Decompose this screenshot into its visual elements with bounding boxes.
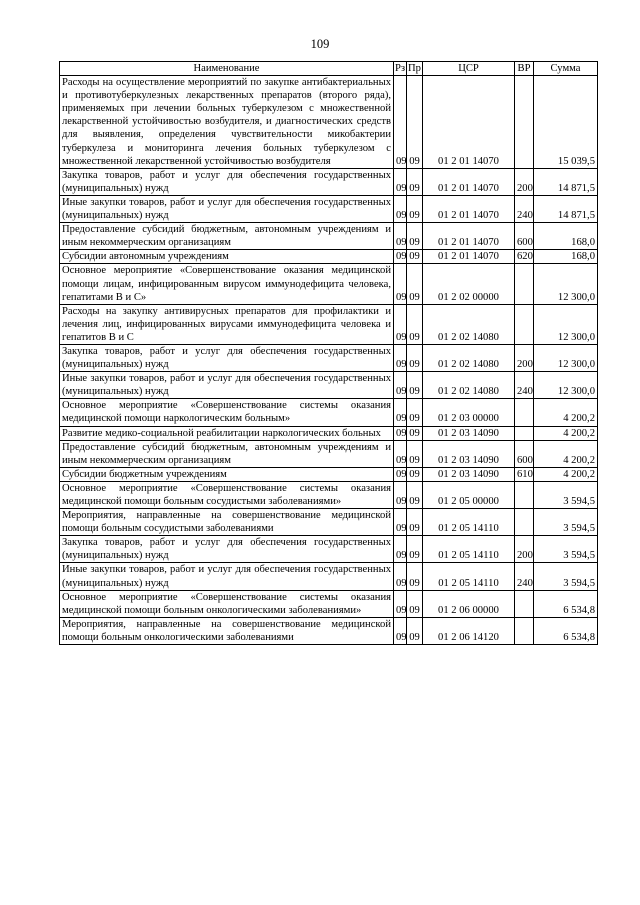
row-vr-cell: 200 — [515, 536, 534, 563]
row-rz-cell: 09 — [394, 264, 407, 304]
row-pr-cell: 09 — [407, 509, 423, 536]
row-vr-cell: 200 — [515, 168, 534, 195]
row-rz-cell: 09 — [394, 372, 407, 399]
row-name-cell: Закупка товаров, работ и услуг для обеспечения государственных (муниципальных) нужд — [60, 536, 394, 563]
row-name-cell: Развитие медико-социальной реабилитации наркологических больных — [60, 426, 394, 440]
table-row — [60, 563, 598, 590]
row-sum-cell: 3 594,5 — [534, 509, 598, 536]
row-rz-cell: 09 — [394, 467, 407, 481]
row-rz-cell: 09 — [394, 481, 407, 508]
row-rz-cell: 09 — [394, 440, 407, 467]
table-row — [60, 304, 598, 344]
row-vr-cell — [515, 590, 534, 617]
row-rz-cell: 09 — [394, 563, 407, 590]
row-rz-cell: 09 — [394, 195, 407, 222]
row-pr-cell: 09 — [407, 168, 423, 195]
budget-table — [59, 61, 598, 645]
row-name-cell: Основное мероприятие «Совершенствование оказания медицинской помощи лицам, инфицированным вирусом иммунодефицита человека, гепатитами В и С» — [60, 264, 394, 304]
row-sum-cell: 4 200,2 — [534, 440, 598, 467]
row-pr-cell: 09 — [407, 372, 423, 399]
row-vr-cell — [515, 304, 534, 344]
table-row — [60, 426, 598, 440]
row-csr-cell: 01 2 05 14110 — [423, 509, 515, 536]
row-sum-cell: 168,0 — [534, 223, 598, 250]
row-pr-cell: 09 — [407, 536, 423, 563]
row-vr-cell — [515, 481, 534, 508]
row-rz-cell: 09 — [394, 617, 407, 644]
row-csr-cell: 01 2 03 14090 — [423, 467, 515, 481]
row-name-cell: Предоставление субсидий бюджетным, автономным учреждениям и иным некоммерческим организациям — [60, 440, 394, 467]
row-vr-cell: 240 — [515, 372, 534, 399]
table-row — [60, 264, 598, 304]
row-rz-cell: 09 — [394, 426, 407, 440]
row-vr-cell: 600 — [515, 223, 534, 250]
row-pr-cell: 09 — [407, 195, 423, 222]
row-pr-cell: 09 — [407, 264, 423, 304]
row-csr-cell: 01 2 06 00000 — [423, 590, 515, 617]
row-vr-cell — [515, 76, 534, 169]
row-name-cell: Предоставление субсидий бюджетным, автономным учреждениям и иным некоммерческим организациям — [60, 223, 394, 250]
row-sum-cell: 6 534,8 — [534, 590, 598, 617]
table-row — [60, 168, 598, 195]
row-name-cell: Иные закупки товаров, работ и услуг для обеспечения государственных (муниципальных) нужд — [60, 195, 394, 222]
row-pr-cell: 09 — [407, 399, 423, 426]
row-rz-cell: 09 — [394, 509, 407, 536]
row-csr-cell: 01 2 02 14080 — [423, 304, 515, 344]
row-sum-cell: 6 534,8 — [534, 617, 598, 644]
row-name-cell: Иные закупки товаров, работ и услуг для обеспечения государственных (муниципальных) нужд — [60, 372, 394, 399]
row-name-cell: Субсидии бюджетным учреждениям — [60, 467, 394, 481]
table-row — [60, 372, 598, 399]
table-header-row — [60, 62, 598, 76]
row-name-cell: Закупка товаров, работ и услуг для обеспечения государственных (муниципальных) нужд — [60, 168, 394, 195]
row-sum-cell: 3 594,5 — [534, 536, 598, 563]
row-name-cell: Основное мероприятие «Совершенствование системы оказания медицинской помощи больным сосудистыми заболеваниями» — [60, 481, 394, 508]
row-sum-cell: 12 300,0 — [534, 264, 598, 304]
table-row — [60, 399, 598, 426]
row-vr-cell: 200 — [515, 344, 534, 371]
row-csr-cell: 01 2 06 14120 — [423, 617, 515, 644]
row-pr-cell: 09 — [407, 304, 423, 344]
row-csr-cell: 01 2 05 00000 — [423, 481, 515, 508]
row-sum-cell: 14 871,5 — [534, 195, 598, 222]
row-rz-cell: 09 — [394, 344, 407, 371]
header-rz: Рз — [395, 63, 406, 74]
row-name-cell: Иные закупки товаров, работ и услуг для обеспечения государственных (муниципальных) нужд — [60, 563, 394, 590]
page-number: 109 — [310, 37, 330, 51]
row-pr-cell: 09 — [407, 617, 423, 644]
row-pr-cell: 09 — [407, 481, 423, 508]
row-vr-cell — [515, 264, 534, 304]
table-body — [60, 76, 598, 645]
row-pr-cell: 09 — [407, 563, 423, 590]
row-pr-cell: 09 — [407, 250, 423, 264]
row-csr-cell: 01 2 01 14070 — [423, 195, 515, 222]
row-rz-cell: 09 — [394, 399, 407, 426]
row-vr-cell: 620 — [515, 250, 534, 264]
row-vr-cell — [515, 426, 534, 440]
table-row — [60, 617, 598, 644]
row-vr-cell — [515, 509, 534, 536]
header-sum: Сумма — [534, 62, 598, 76]
table-row — [60, 481, 598, 508]
row-pr-cell: 09 — [407, 440, 423, 467]
row-name-cell: Расходы на осуществление мероприятий по закупке антибактериальных и противотуберкулезных лекарственных препаратов (второго ряда), применяемых при лечении больных туберкулезом с множественной лекарственной устойчивостью возбудителя, и диагностических средств для выявления, определения чувствительности микобактерии туберкулеза и мониторинга лечения больных туберкулезом с множественной лекарственной устойчивостью возбудителя — [60, 76, 394, 169]
row-sum-cell: 14 871,5 — [534, 168, 598, 195]
row-name-cell: Мероприятия, направленные на совершенствование медицинской помощи больным сосудистыми заболеваниями — [60, 509, 394, 536]
row-csr-cell: 01 2 05 14110 — [423, 536, 515, 563]
row-csr-cell: 01 2 02 00000 — [423, 264, 515, 304]
row-name-cell: Субсидии автономным учреждениям — [60, 250, 394, 264]
row-rz-cell: 09 — [394, 168, 407, 195]
row-csr-cell: 01 2 02 14080 — [423, 372, 515, 399]
row-vr-cell: 610 — [515, 467, 534, 481]
row-sum-cell: 3 594,5 — [534, 563, 598, 590]
row-sum-cell: 12 300,0 — [534, 344, 598, 371]
row-pr-cell: 09 — [407, 223, 423, 250]
header-name: Наименование — [60, 62, 394, 76]
row-rz-cell: 09 — [394, 536, 407, 563]
row-vr-cell: 240 — [515, 563, 534, 590]
row-rz-cell: 09 — [394, 76, 407, 169]
row-sum-cell: 3 594,5 — [534, 481, 598, 508]
row-rz-cell: 09 — [394, 223, 407, 250]
row-pr-cell: 09 — [407, 76, 423, 169]
row-sum-cell: 4 200,2 — [534, 399, 598, 426]
row-csr-cell: 01 2 03 00000 — [423, 399, 515, 426]
row-vr-cell — [515, 617, 534, 644]
table-row — [60, 250, 598, 264]
row-csr-cell: 01 2 02 14080 — [423, 344, 515, 371]
row-csr-cell: 01 2 01 14070 — [423, 223, 515, 250]
row-sum-cell: 4 200,2 — [534, 467, 598, 481]
row-rz-cell: 09 — [394, 304, 407, 344]
table-row — [60, 509, 598, 536]
row-pr-cell: 09 — [407, 590, 423, 617]
row-name-cell: Основное мероприятие «Совершенствование системы оказания медицинской помощи наркологическим больным» — [60, 399, 394, 426]
row-csr-cell: 01 2 05 14110 — [423, 563, 515, 590]
row-name-cell: Основное мероприятие «Совершенствование системы оказания медицинской помощи больным онкологическими заболеваниями» — [60, 590, 394, 617]
table-row — [60, 223, 598, 250]
row-vr-cell: 600 — [515, 440, 534, 467]
row-csr-cell: 01 2 03 14090 — [423, 440, 515, 467]
row-sum-cell: 12 300,0 — [534, 372, 598, 399]
table-row — [60, 440, 598, 467]
row-csr-cell: 01 2 01 14070 — [423, 250, 515, 264]
row-pr-cell: 09 — [407, 467, 423, 481]
row-csr-cell: 01 2 03 14090 — [423, 426, 515, 440]
row-sum-cell: 168,0 — [534, 250, 598, 264]
table-row — [60, 536, 598, 563]
row-name-cell: Мероприятия, направленные на совершенствование медицинской помощи больным онкологическими заболеваниями — [60, 617, 394, 644]
table-row — [60, 195, 598, 222]
header-pr: Пр — [408, 63, 421, 74]
header-vr: ВР — [515, 62, 534, 76]
row-vr-cell: 240 — [515, 195, 534, 222]
table-row — [60, 590, 598, 617]
row-name-cell: Расходы на закупку антивирусных препаратов для профилактики и лечения лиц, инфицированных вирусами иммунодефицита человека и гепатитов В и С — [60, 304, 394, 344]
row-csr-cell: 01 2 01 14070 — [423, 168, 515, 195]
header-csr: ЦСР — [423, 62, 515, 76]
row-rz-cell: 09 — [394, 590, 407, 617]
table-row — [60, 344, 598, 371]
row-csr-cell: 01 2 01 14070 — [423, 76, 515, 169]
row-pr-cell: 09 — [407, 426, 423, 440]
row-name-cell: Закупка товаров, работ и услуг для обеспечения государственных (муниципальных) нужд — [60, 344, 394, 371]
row-rz-cell: 09 — [394, 250, 407, 264]
table-row — [60, 76, 598, 169]
row-sum-cell: 15 039,5 — [534, 76, 598, 169]
row-pr-cell: 09 — [407, 344, 423, 371]
table-row — [60, 467, 598, 481]
row-sum-cell: 4 200,2 — [534, 426, 598, 440]
row-vr-cell — [515, 399, 534, 426]
row-sum-cell: 12 300,0 — [534, 304, 598, 344]
